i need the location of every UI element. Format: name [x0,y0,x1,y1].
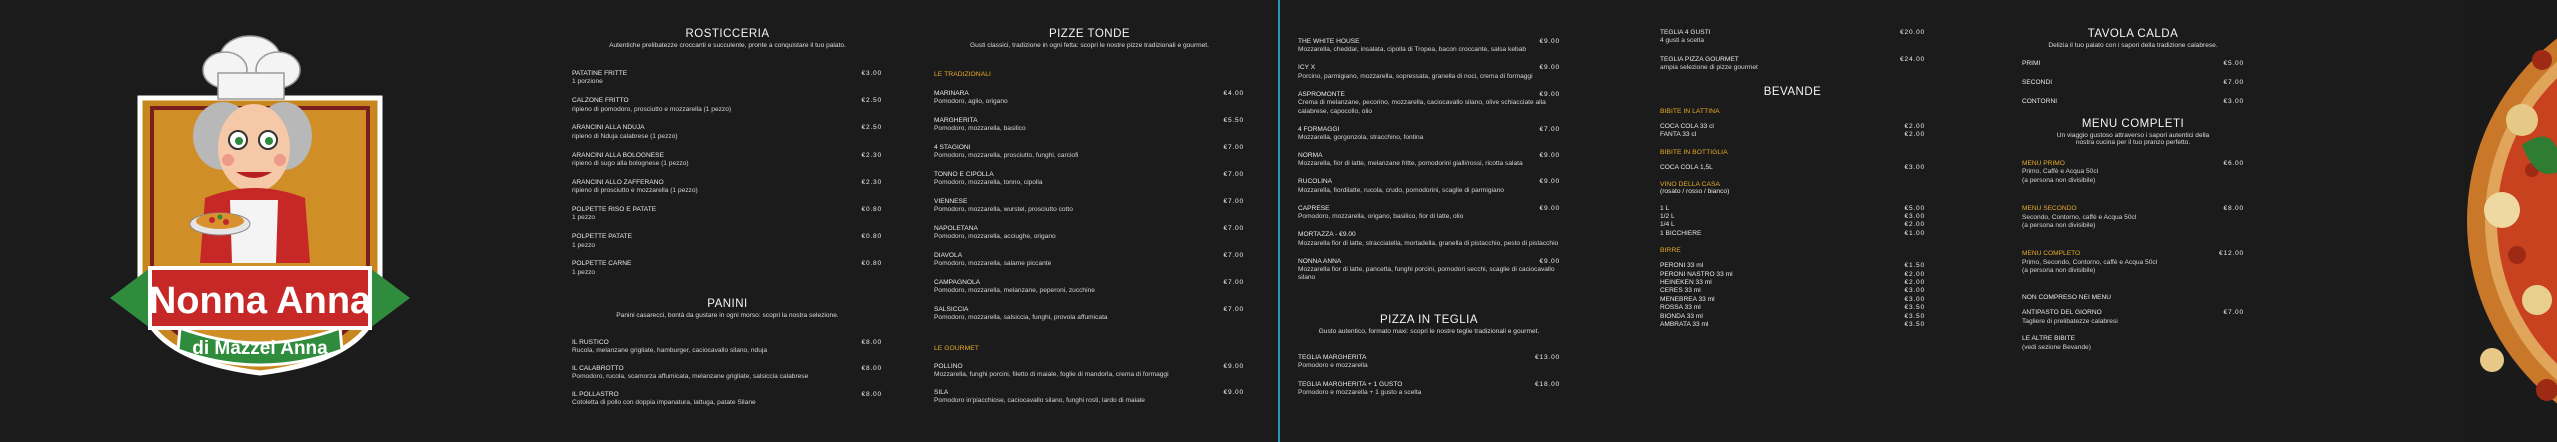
bevande-list [1660,108,1925,330]
item-price: €12.00 [2219,250,2244,258]
item-price: €9.00 [1539,38,1560,45]
item-description: Pomodoro, mozzarella, melanzane, peperoni, zucchine [934,287,1095,295]
list-item [2022,60,2244,68]
group-label: VINO DELLA CASA [1660,181,1721,189]
item-description: 1 porzione [572,78,603,86]
item-price: €5.50 [1223,117,1244,124]
item-description: Crema di melanzane, pecorino, mozzarella, caciocavallo silano, olive schiacciate alla calabrese, capocollo, olio [1298,99,1546,115]
pizza-plate-icon [190,213,250,235]
list-item [1660,313,1925,321]
list-item [934,279,1244,296]
item-name: ICY X [1298,64,1316,72]
item-price: €6.00 [2223,160,2244,167]
group-label: BIRRE [1660,247,1681,255]
item-name: POLPETTE PATATE [572,233,632,241]
item-name: SECONDI [2022,79,2053,87]
list-item [1660,221,1925,229]
item-name: TEGLIA 4 GUSTI [1660,29,1711,36]
menu-item [2022,205,2244,230]
list-item [1660,230,1925,238]
item-price: €2.30 [861,178,882,186]
pizze-gourmet-list [934,363,1244,406]
list-item [1298,38,1560,55]
item-description: ripieno di sugo alla bolognese (1 pezzo) [572,160,689,168]
item-description: Mozzarella fior di latte, stracciatella, mortadella, granella di pistacchio, pesto di pistacchio [1298,239,1559,247]
pizze-group [934,345,979,352]
item-name: PERONI NASTRO 33 ml [1660,270,1733,278]
item-name: ROSSA 33 ml [1660,304,1701,312]
list-item [1660,279,1925,287]
item-price: €3.50 [1904,321,1925,329]
item-price: €8.00 [861,364,882,372]
group-label: BIBITE IN BOTTIGLIA [1660,148,1728,156]
menu-description: (a persona non divisibile) [2022,267,2096,275]
item-name: DIAVOLA [934,252,963,259]
item-price: €2.00 [1904,131,1925,139]
item-name: IL POLLASTRO [572,390,619,398]
list-item [1660,213,1925,221]
item-description: Pomodoro, mozzarella, origano, basilico, fior di latte, olio [1298,213,1464,221]
list-item [1298,205,1560,222]
section-title: BEVANDE [1763,86,1822,98]
item-name: CONTORNI [2022,98,2058,106]
section-title: PIZZA IN TEGLIA [1379,314,1479,326]
panini-section [570,298,885,319]
item-name: 1 BICCHIERE [1660,229,1702,237]
item-name: TEGLIA MARGHERITA [1298,354,1367,361]
list-item [572,339,882,356]
item-description: ripieno di Nduja calabrese (1 pezzo) [572,132,678,140]
menu-description: (a persona non divisibile) [2022,222,2096,230]
item-name: 1 L [1660,204,1670,212]
group-note: (rosato / rosso / bianco) [1660,188,1730,196]
item-price: €2.00 [1904,279,1925,287]
item-price: €2.00 [1904,270,1925,278]
item-price: €2.50 [861,97,882,105]
item-description: Pomodoro in'piacchiose, caciocavallo silano, funghi rosti, lardo di maiale [934,397,1145,405]
item-name: BIONDA 33 ml [1660,312,1703,320]
tavola-section [2020,28,2246,49]
list-item [1298,258,1560,283]
item-price: €7.00 [1223,225,1244,232]
item-name: TEGLIA MARGHERITA + 1 GUSTO [1298,380,1403,388]
list-item [934,225,1244,242]
item-price: €8.00 [861,339,882,346]
section-title: ROSTICCERIA [685,28,770,40]
item-name: SILA [934,388,949,396]
item-price: €3.00 [1904,163,1925,171]
item-name: POLLINO [934,363,963,370]
item-name: MARGHERITA [934,117,978,124]
list-item [1660,56,1925,73]
item-price: €1.50 [1904,262,1925,270]
list-item [1660,123,1925,131]
item-description: Mozzarella, fiordilatte, rucola, crudo, pomodorini, scaglie di parmigiano [1298,186,1504,194]
item-price: €2.00 [1904,221,1925,229]
pizze-group [934,71,991,78]
section-subtitle: nostra cucina per il tuo pranzo perfetto. [2075,139,2191,146]
list-item [572,391,882,408]
item-description: Pomodoro, aglio, origano [934,98,1008,106]
list-item [572,260,882,277]
item-description: Mozzarella, gorgonzola, stracchino, fontina [1298,134,1424,142]
item-name: PERONI 33 ml [1660,262,1704,270]
item-price: €2.50 [861,124,882,132]
item-name: AMBRATA 33 ml [1660,321,1709,329]
item-name: MARINARA [934,90,969,97]
menu-description: Primo, Secondo, Contorno, caffè e Acqua 50cl [2022,258,2158,266]
item-name: 4 STAGIONI [934,144,971,151]
item-price: €3.00 [1904,213,1925,221]
list-item [572,365,882,382]
list-item [934,389,1244,406]
teglia-list [1298,354,1560,398]
list-item [934,198,1244,215]
list-item [1298,178,1560,195]
item-name: PRIMI [2022,60,2041,67]
list-item [572,179,882,196]
list-item: ANTIPASTO DEL GIORNO Tagliere di prelibatezze calabresi €7.00 [2022,309,2244,325]
item-price: €20.00 [1900,29,1925,36]
item-name: FANTA 33 cl [1660,131,1697,139]
item-price: €8.00 [861,390,882,398]
item-description: Mozzarella, funghi porcini, filetto di maiale, foglie di mandorla, crema di formaggi [934,371,1169,379]
list-item [1298,152,1560,169]
item-price: €5.00 [2223,60,2244,67]
item-price: €7.00 [1223,144,1244,151]
section-title: PIZZE TONDE [1048,28,1131,40]
menu-note: NON COMPRESO NEI MENU [2022,294,2112,301]
item-price: €7.00 [1223,252,1244,259]
tavola-list [2022,60,2244,107]
section-subtitle: Panini casarecci, bontà da gustare in ogni morso: scopri la nostra selezione. [616,312,839,319]
item-description: Pomodoro, mozzarella, acciughe, origano [934,233,1056,241]
item-name: NAPOLETANA [934,225,978,232]
menu-item [2022,250,2244,275]
menu-name: MENU COMPLETO [2022,250,2081,258]
item-description: 4 gusti a scelta [1660,37,1704,45]
menu-item [2022,160,2244,185]
list-item [934,363,1244,380]
rosticceria-list [572,70,882,277]
list-item [934,252,1244,269]
group-label: LE GOURMET [934,345,979,352]
page-divider [1278,0,1280,442]
menu-description: (a persona non divisibile) [2022,176,2096,184]
item-price: €24.00 [1900,55,1925,63]
item-price: €13.00 [1535,354,1560,361]
list-item [1660,271,1925,279]
group-label: BIBITE IN LATTINA [1660,108,1720,115]
section-subtitle: Gusti classici, tradizione in ogni fetta: scopri le nostre pizze tradizionali e gourmet. [970,42,1209,49]
item-price: €3.00 [2223,98,2244,106]
list-item [934,171,1244,188]
menu-description: Secondo, Contorno, caffè e Acqua 50cl [2022,213,2137,221]
teglia-more-list [1660,29,1925,73]
item-name: VIENNESE [934,198,968,205]
logo [110,28,410,398]
item-name: ASPROMONTE [1298,90,1345,98]
item-name: SALSICCIA [934,306,969,313]
list-item [934,144,1244,161]
item-description: Pomodoro, mozzarella, salame piccante [934,260,1052,268]
item-name: ARANCINI ALLO ZAFFERANO [572,178,664,186]
item-price: €9.00 [1539,152,1560,160]
list-item [572,97,882,114]
list-item [1660,287,1925,295]
item-price: €7.00 [1223,171,1244,178]
teglia-section [1296,314,1562,335]
item-price: €3.00 [861,70,882,77]
item-description: Porcino, parmigiano, mozzarella, sopressata, granella di noci, crema di formaggi [1298,72,1533,80]
item-price: €7.00 [1223,306,1244,313]
chef-hat-icon [203,36,300,99]
item-price: €9.00 [1223,388,1244,396]
list-item [1660,304,1925,312]
list-item [1298,354,1560,371]
section-subtitle: Un viaggio gustoso attraverso i sapori autentici della [2056,132,2210,139]
list-item [1660,205,1925,213]
item-price: €18.00 [1535,380,1560,388]
item-description: Mozzarella fior di latte, pancetta, funghi porcini, pomodori secchi, scaglie di caciocavallo silano [1298,266,1555,282]
item-description: 1 pezzo [572,214,596,222]
item-price: €7.00 [1223,279,1244,286]
item-name: TONNO E CIPOLLA [934,171,994,178]
list-item [572,233,882,250]
panini-list [572,339,882,407]
list-item [572,206,882,223]
item-name: THE WHITE HOUSE [1298,38,1360,45]
item-name: COCA COLA 1,5L [1660,163,1713,171]
rosticceria-section [570,28,885,49]
item-description: Rucola, melanzane grigliate, hamburger, caciocavallo silano, nduja [572,347,767,355]
item-name: NONNA ANNA [1298,257,1342,265]
list-item [934,90,1244,107]
item-description: Cotoletta di pollo con doppia impanatura, lattuga, patate Silane [572,399,756,407]
item-description: ripieno di pomodoro, prosciutto e mozzarella (1 pezzo) [572,105,732,113]
item-description: Mozzarella, fior di latte, melanzane fritte, pomodorini gialli/rossi, ricotta salata [1298,160,1523,168]
menu-description: Primo, Caffè e Acqua 50cl [2022,168,2099,176]
item-price: €3.00 [1904,287,1925,295]
item-name: CAPRESE [1298,204,1330,212]
item-name: HEINEKEN 33 ml [1660,279,1712,287]
item-description: ripieno di prosciutto e mozzarella (1 pezzo) [572,187,698,195]
list-item [572,152,882,169]
list-item [1298,64,1560,81]
list-item [1298,126,1560,143]
item-price: €2.30 [861,151,882,159]
list-item: LE ALTRE BIBITE (vedi sezione Bevande) [2022,335,2091,351]
list-item [2022,98,2244,106]
item-description: Pomodoro e mozzarella + 1 gusto a scelta [1298,389,1422,397]
item-price: €5.00 [1904,204,1925,212]
item-price: €0.80 [861,206,882,214]
list-item [1660,262,1925,270]
item-name: CERES 33 ml [1660,287,1701,295]
list-item [934,306,1244,323]
item-description: 1 pezzo [572,268,596,276]
item-name: RUCOLINA [1298,178,1333,186]
item-name: ARANCINI ALLA BOLOGNESE [572,151,664,159]
item-price: €9.00 [1539,90,1560,98]
list-item [934,117,1244,134]
item-price: €9.00 [1539,257,1560,265]
item-name: ARANCINI ALLA NDUJA [572,124,645,132]
item-price: €9.00 [1539,178,1560,186]
pizze-section [932,28,1247,49]
item-price: €7.00 [1539,125,1560,133]
item-price: €9.00 [1223,363,1244,370]
item-price: €2.00 [1904,123,1925,130]
item-price: €3.00 [1904,295,1925,303]
list-item [1660,321,1925,329]
item-price: €8.00 [2223,205,2244,213]
item-description: Pomodoro, mozzarella, tonno, cipolla [934,179,1043,187]
item-name: COCA COLA 33 cl [1660,123,1714,130]
item-name: 1/2 L [1660,213,1675,221]
list-item [1660,131,1925,139]
item-name: POLPETTE CARNE [572,260,632,268]
item-description: 1 pezzo [572,241,596,249]
item-name: PATATINE FRITTE [572,70,628,77]
list-item [572,70,882,87]
item-price: €3.50 [1904,312,1925,320]
item-price: €0.80 [861,233,882,241]
list-item [1298,231,1560,248]
item-price: €0.80 [861,260,882,268]
item-price: €1.00 [1904,229,1925,237]
item-name: POLPETTE RISO E PATATE [572,206,657,214]
group-label: LE TRADIZIONALI [934,71,991,78]
item-price: €9.00 [1539,64,1560,72]
section-title: MENU COMPLETI [2081,118,2185,130]
item-price: €7.00 [1223,198,1244,205]
list-item [1660,164,1925,172]
list-item [2022,79,2244,87]
item-price: €9.00 [1539,204,1560,212]
item-description: Pomodoro, mozzarella, wurstel, prosciutto cotto [934,206,1073,214]
menu-list [2022,160,2244,276]
section-title: TAVOLA CALDA [2087,28,2179,40]
list-item [1660,296,1925,304]
item-name: TEGLIA PIZZA GOURMET [1660,55,1739,63]
section-title: PANINI [707,298,748,310]
gourmet-list [1298,38,1560,283]
item-name: IL CALABROTTO [572,364,624,372]
list-item [1298,91,1560,116]
menu-name: MENU PRIMO [2022,160,2065,167]
item-description: Pomodoro, mozzarella, prosciutto, funghi, carciofi [934,152,1079,160]
item-description: Pomodoro, mozzarella, basilico [934,125,1026,133]
item-name: 4 FORMAGGI [1298,125,1340,133]
pizze-list [934,90,1244,323]
logo-brand: Nonna Anna [148,280,372,322]
pizza-image [2462,0,2557,442]
item-description: ampia selezione di pizze gourmet [1660,64,1758,72]
section-subtitle: Delizia il tuo palato con i sapori della tradizione calabrese. [2048,42,2218,49]
list-item [1660,29,1925,46]
item-name: CAMPAGNOLA [934,279,981,286]
menu-name: MENU SECONDO [2022,205,2077,213]
item-description: Pomodoro, mozzarella, salsiccia, funghi, provola affumicata [934,314,1108,322]
item-name: IL RUSTICO [572,339,609,346]
item-price: €4.00 [1223,90,1244,97]
item-name: CALZONE FRITTO [572,97,629,105]
item-description: Mozzarella, cheddar, insalata, cipolla di Tropea, bacon croccante, salsa kebab [1298,46,1526,54]
list-item [572,124,882,141]
logo-sub: di Mazzei Anna [192,338,328,359]
menu-section [2020,118,2246,146]
section-subtitle: Autentiche prelibatezze croccanti e succulente, pronte a conquistare il tuo palato. [609,42,846,49]
item-price: €7.00 [2223,79,2244,87]
item-price: €3.50 [1904,304,1925,312]
item-name: MORTAZZA - €9.00 [1298,231,1356,239]
item-name: NORMA [1298,152,1323,160]
list-item [1298,381,1560,398]
item-name: MENEBREA 33 ml [1660,295,1715,303]
item-description: Pomodoro e mozzarella [1298,362,1368,370]
item-name: 1/4 L [1660,221,1675,229]
section-subtitle: Gusto autentico, formato maxi: scopri le nostre teglie tradizionali e gourmet. [1318,328,1540,335]
menu-extras [2022,294,2244,352]
item-description: Pomodoro, rucola, scamorza affumicata, melanzane grigliate, salsiccia calabrese [572,373,809,381]
bevande-section [1660,86,1925,98]
